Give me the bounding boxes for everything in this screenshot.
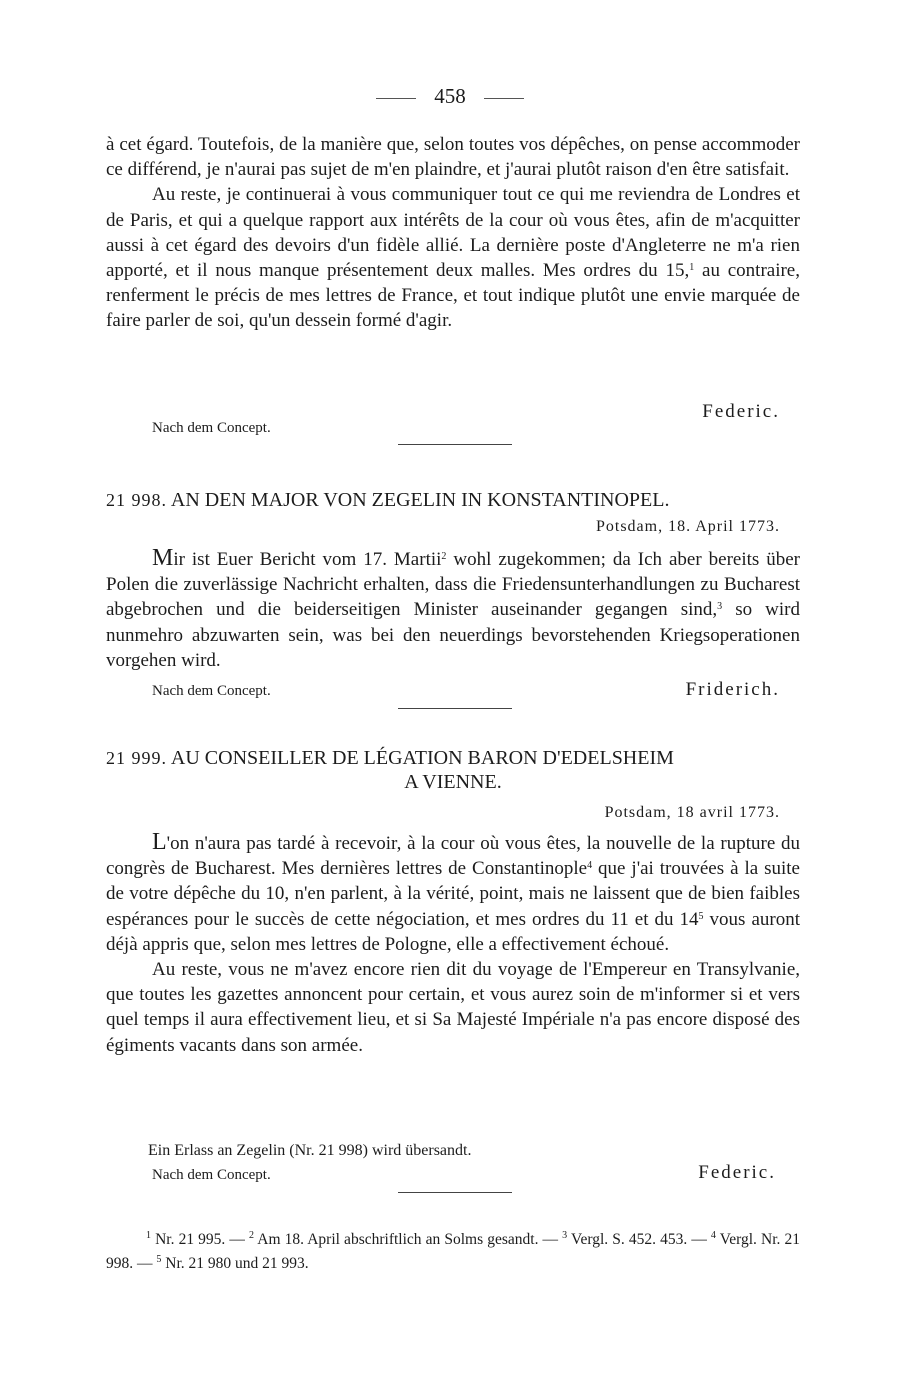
letter-21998-title: AN DEN MAJOR VON ZEGELIN IN KONSTANTINOPEL. (170, 489, 670, 511)
letter-21998-paragraph (106, 546, 800, 673)
footnote-1-mark: 1 (146, 1230, 151, 1241)
page-number (0, 84, 900, 109)
page-number-dash-left (376, 98, 416, 99)
letter-21998-dateline: Potsdam, 18. April 1773. (595, 518, 780, 535)
letter-21999-source: Nach dem Concept. (152, 1167, 271, 1183)
footnotes-indent (106, 1231, 146, 1248)
footnote-ref-4: 4 (587, 860, 593, 872)
footnote-2: Am 18. April abschriftlich an Solms gesandt. — (254, 1231, 563, 1248)
letter-21998-initial: M (152, 545, 174, 571)
continuation-paragraph-1: à cet égard. Toutefois, de la manière que, selon toutes vos dépêches, on pense accommoder ce différend, je n'aurai pas sujet de m'en plaindre, et j'aurai plutôt raison d'en être satisfait. (106, 134, 800, 181)
footnote-ref-2: 2 (441, 551, 447, 562)
letter-21999-footer (106, 1160, 800, 1184)
continuation-paragraph-2-text-b: au contraire, renferment le précis de mes lettres de France, et tout indique plutôt une envie marquée de faire parler de soi, qu'un dessein formé d'agir. (106, 260, 800, 332)
separator-rule-3 (398, 1192, 512, 1193)
letter-21999-note: Ein Erlass an Zegelin (Nr. 21 998) wird übersandt. (148, 1142, 472, 1159)
letter-21999-signature: Federic. (698, 1162, 776, 1183)
page-number-dash-right (484, 98, 524, 99)
continuation-signature: Federic. (702, 401, 780, 422)
letter-21998-text-a: ir ist Euer Bericht vom 17. Martii (173, 549, 442, 570)
separator-rule-1 (398, 444, 512, 445)
footnote-ref-1: 1 (689, 262, 695, 274)
footnote-2-mark: 2 (249, 1230, 255, 1241)
letter-21998-number: 21 998. (106, 490, 167, 510)
letter-21998-text-b: wohl zugekommen; da Ich aber bereits über Polen die zuverlässige Nachricht erhalten, dass die Friedensunterhandlungen zu Bucharest abgebrochen und die beiderseitigen Minister auseinander gegangen sind, (106, 549, 800, 621)
continuation-block (106, 132, 800, 334)
letter-21998-text-c: so wird nunmehro abzuwarten sein, was bei den neuerdings bevorstehenden Kriegsoperationen vorgehen wird. (106, 599, 800, 671)
footnote-1: Nr. 21 995. — (151, 1231, 250, 1248)
footnote-4-mark: 4 (710, 1230, 716, 1241)
letter-21999-body (106, 830, 800, 1058)
footnote-ref-3: 3 (717, 601, 723, 613)
letter-21998-source: Nach dem Concept. (152, 683, 271, 699)
letter-21999-title-line1: AU CONSEILLER DE LÉGATION BARON D'EDELSHEIM (170, 747, 674, 769)
footnote-3-mark: 3 (562, 1230, 568, 1241)
letter-21999-p1-text-b: que j'ai trouvées à la suite de votre dépêche du 10, n'en parlent, à la vérité, point, mais ne laissent que de bien faibles espérances pour le succès de cette négociation, et mes ordres du 11 et du 14 (106, 858, 800, 930)
letter-21999-number: 21 999. (106, 748, 167, 768)
footnote-3: Vergl. S. 452. 453. — (567, 1231, 711, 1248)
footnotes (106, 1228, 800, 1276)
letter-21998-body (106, 546, 800, 673)
letter-21998-footer (106, 677, 800, 701)
letter-21999-title-line2: A VIENNE. (404, 771, 502, 793)
letter-21999-p1-text-a: 'on n'aura pas tardé à recevoir, à la cour où vous êtes, la nouvelle de la rupture du congrès de Bucharest. Mes dernières lettres de Constantinople (106, 833, 800, 880)
continuation-paragraph-2 (106, 182, 800, 333)
letter-21999-paragraph-1 (106, 830, 800, 957)
footnote-5-mark: 5 (156, 1254, 162, 1265)
footnote-4: Vergl. Nr. 21 998. — (106, 1231, 800, 1272)
letter-21999-heading (106, 746, 800, 794)
page-number-text: 458 (434, 84, 466, 108)
letter-21999-p1-text-c: vous auront déjà appris que, selon mes lettres de Pologne, elle a effectivement échoué. (106, 908, 801, 955)
separator-rule-2 (398, 708, 512, 709)
footnote-ref-5: 5 (698, 910, 704, 922)
continuation-source: Nach dem Concept. (152, 420, 271, 436)
letter-21999-paragraph-2: Au reste, vous ne m'avez encore rien dit du voyage de l'Empereur en Transylvanie, que toutes les gazettes annoncent pour certain, et vous aurez soin de m'informer si et vers quel temps il aura effectivement lieu, et si Sa Majesté Impériale n'a pas encore disposé des égiments vacants dans son armée. (106, 959, 800, 1056)
letter-21998-signature: Friderich. (685, 679, 780, 700)
continuation-paragraph-2-text-a: Au reste, je continuerai à vous communiquer tout ce qui me reviendra de Londres et de Paris, et qui a quelque rapport aux intérêts de la cour où vous êtes, afin de m'acquitter aussi à cet égard des devoirs d'un fidèle allié. La dernière poste d'Angleterre ne m'a rien apporté, et il nous manque présentement deux malles. Mes ordres du 15, (106, 184, 800, 282)
letter-21999-initial: L (152, 829, 167, 855)
letter-21998-heading (106, 488, 800, 512)
continuation-source-row (106, 416, 800, 441)
letter-21999-dateline: Potsdam, 18 avril 1773. (604, 804, 780, 821)
footnote-5: Nr. 21 980 und 21 993. (161, 1255, 309, 1272)
